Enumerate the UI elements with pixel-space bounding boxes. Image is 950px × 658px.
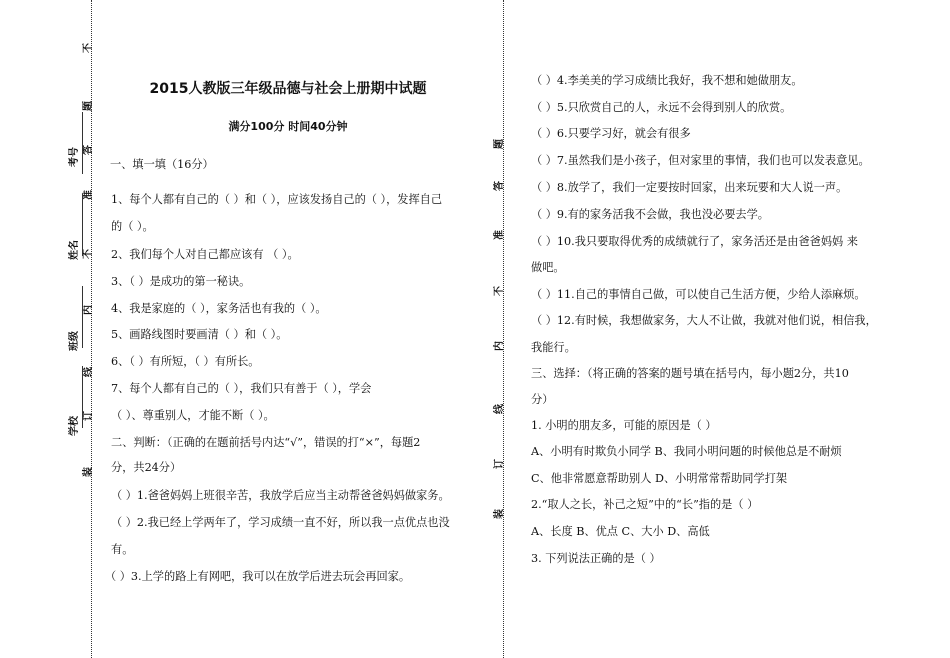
question-line: 做吧。 [531,261,565,274]
field-xingming-line [82,194,83,256]
question-line: 1. 小明的朋友多，可能的原因是（ ） [531,419,717,432]
field-kaohao-line [82,112,83,174]
field-banji-label: 班级 [69,331,80,351]
question-line: （ ）2.我已经上学两年了，学习成绩一直不好，所以我一点优点也没 [111,516,450,529]
binding-char: 准 [83,190,94,200]
question-line: 一、填一填（16分） [110,158,214,171]
question-line: 3、（ ）是成功的第一秘诀。 [111,275,251,288]
question-line: 的（ ）。 [111,220,154,233]
binding-char: 订 [83,411,94,421]
question-line: A、小明有时欺负小同学 B、我同小明问题的时候他总是不耐烦 [531,445,842,458]
question-line: 分，共24分） [111,461,182,474]
question-line: （ ）6.只要学习好，就会有很多 [531,127,691,140]
binding-line-middle [503,0,504,658]
question-line: 3. 下列说法正确的是（ ） [531,552,661,565]
question-line: （ ）9.有的家务活我不会做，我也没必要去学。 [531,208,769,221]
field-xuexiao-label: 学校 [69,416,80,436]
binding-char: 答 [83,145,94,155]
binding-char: 订 [494,459,505,469]
question-line: A、长度 B、优点 C、大小 D、高低 [531,525,710,538]
question-line: （ ）、尊重别人，才能不断（ ）。 [111,409,275,422]
field-xuexiao-line [82,366,83,428]
question-line: （ ）3.上学的路上有网吧，我可以在放学后进去玩会再回家。 [105,570,411,583]
binding-char: 线 [494,404,505,414]
question-line: 二、判断：（正确的在题前括号内达“√”，错误的打“×”，每题2 [111,436,421,449]
question-line: 分） [531,393,554,406]
binding-char: 不 [83,249,94,259]
question-line: （ ）1.爸爸妈妈上班很辛苦，我放学后应当主动帮爸爸妈妈做家务。 [111,489,450,502]
question-line: 7、每个人都有自己的（ ），我们只有善于（ ），学会 [111,382,372,395]
binding-char: 线 [83,367,94,377]
question-line: 有。 [111,543,134,556]
question-line: 6、（ ）有所短，（ ）有所长。 [111,355,260,368]
exam-subtitle: 满分100分 时间40分钟 [228,120,348,133]
question-line: 三、选择：（将正确的答案的题号填在括号内，每小题2分，共10 [531,367,849,380]
question-line: 2、我们每个人对自己都应该有 （ ）。 [111,248,299,261]
question-line: 我能行。 [531,341,576,354]
exam-title: 2015人教版三年级品德与社会上册期中试题 [149,81,427,97]
binding-char: 内 [494,341,505,351]
question-line: （ ）4.李美美的学习成绩比我好，我不想和她做朋友。 [531,74,803,87]
field-kaohao-label: 考号 [69,147,80,167]
question-line: （ ）12.有时候，我想做家务，大人不让做，我就对他们说，相信我， [531,314,877,327]
binding-char: 不 [494,286,505,296]
question-line: （ ）5.只欣赏自己的人，永远不会得到别人的欣赏。 [531,101,792,114]
question-line: （ ）10.我只要取得优秀的成绩就行了，家务活还是由爸爸妈妈 来 [531,235,858,248]
binding-char: 不 [83,43,94,53]
binding-char: 题 [83,101,94,111]
question-line: 1、每个人都有自己的（ ）和（ ），应该发扬自己的（ ），发挥自己 [111,193,443,206]
field-xingming-label: 姓名 [69,240,80,260]
question-line: （ ）11.自己的事情自己做，可以使自己生活方便，少给人添麻烦。 [531,288,866,301]
binding-line-left [91,0,92,658]
binding-char: 题 [494,139,505,149]
question-line: 2.“取人之长，补己之短”中的“长”指的是（ ） [531,498,759,511]
binding-char: 内 [83,305,94,315]
binding-char: 装 [494,509,505,519]
question-line: 5、画路线图时要画清（ ）和（ ）。 [111,328,288,341]
question-line: C、他非常愿意帮助别人 D、小明常常帮助同学打架 [531,472,788,485]
question-line: 4、我是家庭的（ ），家务活也有我的（ ）。 [111,302,327,315]
binding-char: 准 [494,230,505,240]
question-line: （ ）8.放学了，我们一定要按时回家，出来玩要和大人说一声。 [531,181,848,194]
binding-char: 装 [83,467,94,477]
binding-char: 答 [494,181,505,191]
field-banji-line [82,286,83,348]
question-line: （ ）7.虽然我们是小孩子，但对家里的事情，我们也可以发表意见。 [531,154,870,167]
